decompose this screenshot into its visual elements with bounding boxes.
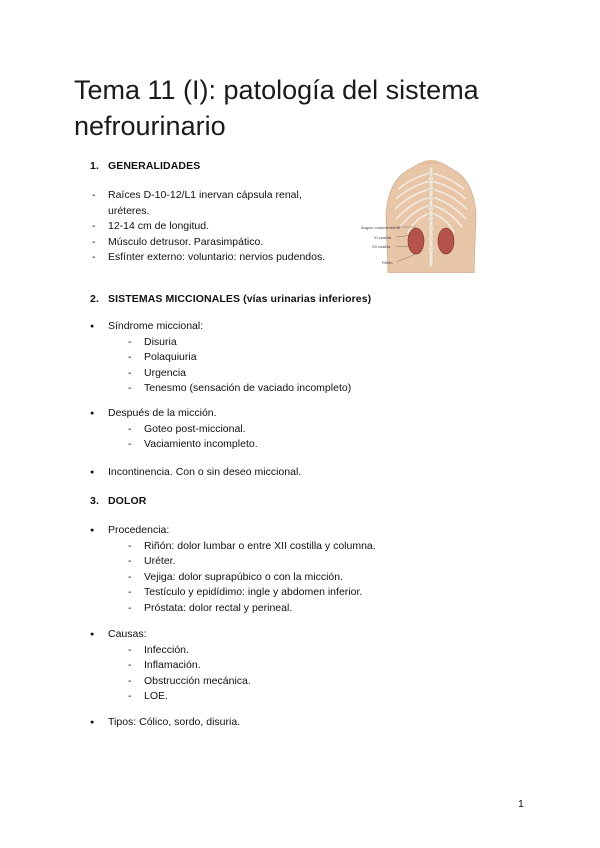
page-title: Tema 11 (I): patología del sistema nefrourinario xyxy=(74,75,479,141)
section-title: SISTEMAS MICCIONALES (vías urinarias inferiores) xyxy=(108,293,372,305)
sub-list-item: - Vejiga: dolor suprapúbico o con la micción. xyxy=(128,570,510,586)
figure-label: XII costilla xyxy=(372,244,391,249)
figure-label: Ángulo costovertebral xyxy=(361,225,400,230)
bullet-item: ● Síndrome miccional: xyxy=(90,319,510,335)
sub-list-item: - Uréter. xyxy=(128,554,510,570)
bullet-item: ● Causas: xyxy=(90,627,510,643)
incontinencia-block xyxy=(90,465,510,481)
sub-list-item: - Infección. xyxy=(128,643,510,659)
sub-list-item: - Vaciamiento incompleto. xyxy=(128,437,510,453)
sub-list xyxy=(128,643,510,705)
sub-list-item: - Polaquiuria xyxy=(128,350,510,366)
figure-label: Riñón xyxy=(382,260,393,265)
sub-list-item: - Testículo y epidídimo: ingle y abdomen inferior. xyxy=(128,585,510,601)
back-anatomy-figure xyxy=(358,155,504,273)
tipos-block xyxy=(90,715,510,731)
sub-list xyxy=(128,539,510,617)
list-item: - Raíces D-10-12/L1 inervan cápsula renal, uréteres. xyxy=(90,188,330,219)
bullet-item: ● Tipos: Cólico, sordo, disuria. xyxy=(90,715,510,731)
sub-list-item: - Goteo post-miccional. xyxy=(128,422,510,438)
sub-list-item: - Riñón: dolor lumbar o entre XII costilla y columna. xyxy=(128,539,510,555)
section-title: DOLOR xyxy=(108,495,147,507)
section-number: 1. xyxy=(90,160,99,172)
section-heading-sistemas xyxy=(90,293,371,305)
page-number: 1 xyxy=(518,798,524,810)
despues-miccion-block xyxy=(90,406,510,453)
section-heading-dolor xyxy=(90,495,146,507)
sub-list xyxy=(128,335,510,397)
procedencia-block xyxy=(90,523,510,616)
causas-block xyxy=(90,627,510,705)
bullet-item: ● Procedencia: xyxy=(90,523,510,539)
section-number: 3. xyxy=(90,495,99,507)
sub-list-item: - Obstrucción mecánica. xyxy=(128,674,510,690)
generalidades-list xyxy=(90,188,330,266)
sub-list-item: - Disuria xyxy=(128,335,510,351)
bullet-item: ● Incontinencia. Con o sin deseo miccional. xyxy=(90,465,510,481)
figure-label: XI costilla xyxy=(374,235,392,240)
sindrome-miccional-block xyxy=(90,319,510,397)
section-heading-generalidades xyxy=(90,160,200,172)
list-item: - Esfínter externo: voluntario: nervios pudendos. xyxy=(90,250,330,266)
list-item: - Músculo detrusor. Parasimpático. xyxy=(90,235,330,251)
sub-list-item: - LOE. xyxy=(128,689,510,705)
sub-list-item: - Tenesmo (sensación de vaciado incompleto) xyxy=(128,381,510,397)
sub-list-item: - Inflamación. xyxy=(128,658,510,674)
list-item: - 12-14 cm de longitud. xyxy=(90,219,330,235)
sub-list-item: - Urgencia xyxy=(128,366,510,382)
sub-list-item: - Próstata: dolor rectal y perineal. xyxy=(128,601,510,617)
sub-list xyxy=(128,422,510,453)
section-title: GENERALIDADES xyxy=(108,160,201,172)
bullet-item: ● Después de la micción. xyxy=(90,406,510,422)
section-number: 2. xyxy=(90,293,99,305)
